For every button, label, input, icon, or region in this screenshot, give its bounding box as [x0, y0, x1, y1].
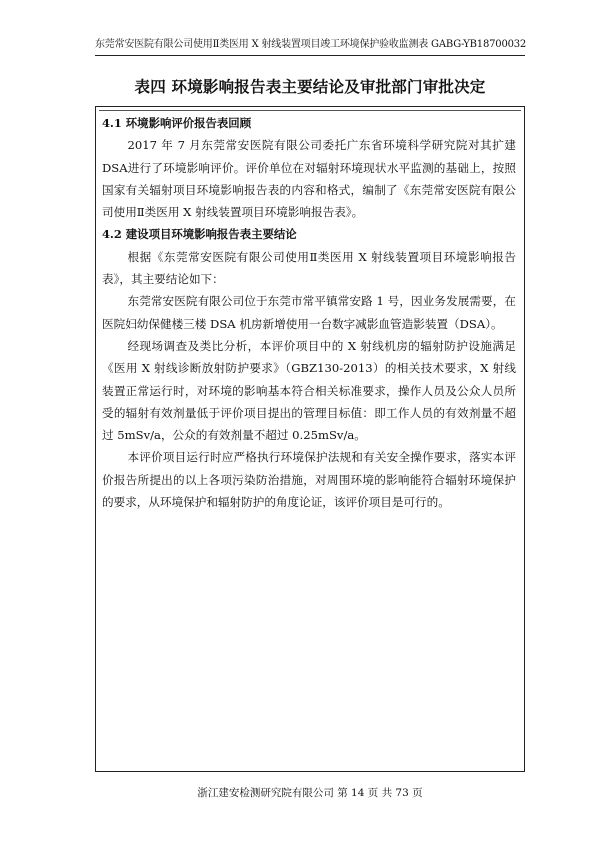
page-header: 东莞常安医院有限公司使用Ⅱ类医用 X 射线装置项目竣工环境保护验收监测表 GABG-YB18700032: [95, 39, 527, 50]
page-title: 表四 环境影响报告表主要结论及审批部门审批决定: [134, 77, 486, 96]
section-heading-4-2: 4.2 建设项目环境影响报告表主要结论: [102, 227, 297, 242]
header-divider: [95, 55, 525, 56]
inner-divider: [99, 110, 521, 111]
page-footer: 浙江建安检测研究院有限公司 第 14 页 共 73 页: [197, 787, 423, 799]
paragraph-4-2-location: 东莞常安医院有限公司位于东莞市常平镇常安路 1 号，因业务发展需要，在医院妇幼保健楼三楼 DSA 机房新增使用一台数字减影血管造影装置（DSA）。: [102, 294, 516, 331]
paragraph-4-2-analysis: 经现场调查及类比分析，本评价项目中的 X 射线机房的辐射防护设施满足《医用 X 射线诊断放射防护要求》（GBZ130-2013）的相关技术要求，X 射线装置正常运行时，对环境的影响基本符合相关标准要求，操作人员及公众人员所受的辐射有效剂量低于评价项目提出的管理目标值：即工作人员的有效剂量不超过 5mSv/a，公众的有效剂量不超过 0.25mSv/a。: [102, 338, 516, 443]
paragraph-4-2-conclusion: 本评价项目运行时应严格执行环境保护法规和有关安全操作要求，落实本评价报告所提出的以上各项污染防治措施，对周围环境的影响能符合辐射环境保护的要求，从环境保护和辐射防护的角度论证，该评价项目是可行的。: [102, 450, 516, 510]
content-table-cell: [95, 106, 525, 772]
section-heading-4-1: 4.1 环境影响评价报告表回顾: [102, 116, 252, 130]
paragraph-4-2-intro: 根据《东莞常安医院有限公司使用Ⅱ类医用 X 射线装置项目环境影响报告表》，其主要结论如下：: [102, 249, 516, 287]
paragraph-4-1-review: 2017 年 7 月东莞常安医院有限公司委托广东省环境科学研究院对其扩建DSA进行了环境影响评价。评价单位在对辐射环境现状水平监测的基础上，按照国家有关辐射项目环境影响报告表的内容和格式，编制了《东莞常安医院有限公司使用Ⅱ类医用 X 射线装置项目环境影响报告表》。: [102, 138, 516, 220]
text-block: [102, 112, 516, 513]
